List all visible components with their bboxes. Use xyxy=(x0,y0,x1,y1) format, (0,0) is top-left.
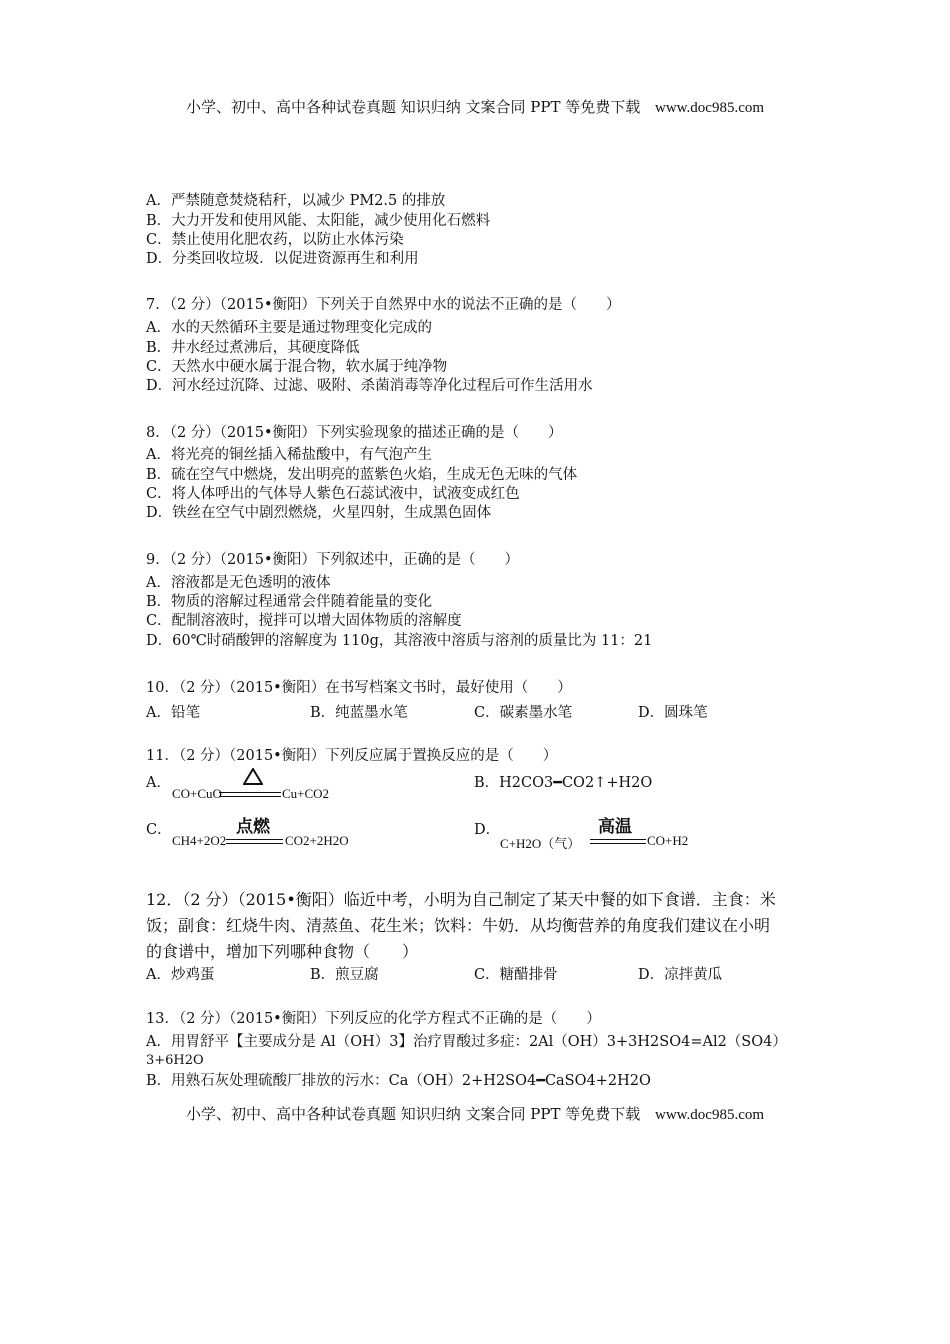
q7-stem: 7．（2 分）（2015•衡阳）下列关于自然界中水的说法不正确的是（ ） xyxy=(146,297,621,313)
q11-c-condition: 点燃 xyxy=(236,817,270,837)
q12-option-d: D．凉拌黄瓜 xyxy=(638,967,723,983)
q6-option-d: D．分类回收垃圾．以促进资源再生和利用 xyxy=(146,251,419,267)
q8-option-d: D．铁丝在空气中剧烈燃烧，火星四射，生成黑色固体 xyxy=(146,505,492,521)
q7-option-b: B．井水经过煮沸后，其硬度降低 xyxy=(146,340,360,356)
q8-stem: 8．（2 分）（2015•衡阳）下列实验现象的描述正确的是（ ） xyxy=(146,425,563,441)
q6-option-a: A．严禁随意焚烧秸秆，以减少 PM2.5 的排放 xyxy=(146,193,446,209)
header-text: 小学、初中、高中各种试卷真题 知识归纳 文案合同 PPT 等免费下载 xyxy=(185,98,641,116)
page-footer xyxy=(0,1103,950,1124)
q11-stem: 11．（2 分）（2015•衡阳）下列反应属于置换反应的是（ ） xyxy=(146,748,558,764)
page-header xyxy=(0,96,950,117)
q12-option-a: A．炒鸡蛋 xyxy=(146,967,215,983)
q12-stem-line-1: 12．（2 分）（2015•衡阳）临近中考，小明为自己制定了某天中餐的如下食谱．主食：米 xyxy=(146,890,776,909)
q11-c-eq-left: CH4+2O2 xyxy=(172,833,227,848)
q11-a-eq-right: Cu+CO2 xyxy=(282,786,330,801)
q8-option-a: A．将光亮的铜丝插入稀盐酸中，有气泡产生 xyxy=(146,447,432,463)
q10-option-a: A．铅笔 xyxy=(146,705,200,721)
q9-option-a: A．溶液都是无色透明的液体 xyxy=(146,575,331,591)
q12-option-c: C．糖醋排骨 xyxy=(474,967,558,983)
q7-option-d: D．河水经过沉降、过滤、吸附、杀菌消毒等净化过程后可作生活用水 xyxy=(146,378,593,394)
q12-stem-line-2: 饭；副食：红烧牛肉、清蒸鱼、花生米；饮料：牛奶．从均衡营养的角度我们建议在小明 xyxy=(146,916,771,935)
q10-option-d: D．圆珠笔 xyxy=(638,705,708,721)
q11-option-d-label: D． xyxy=(474,822,501,838)
q11-d-equals-sign xyxy=(590,839,646,844)
q11-option-a-label: A． xyxy=(146,775,171,791)
q13-stem: 13．（2 分）（2015•衡阳）下列反应的化学方程式不正确的是（ ） xyxy=(146,1011,601,1027)
q11-c-eq-right: CO2+2H2O xyxy=(285,833,349,848)
q7-option-c: C．天然水中硬水属于混合物，软水属于纯净物 xyxy=(146,359,448,375)
q11-option-c-label: C． xyxy=(146,822,172,838)
q6-option-c: C．禁止使用化肥农药，以防止水体污染 xyxy=(146,232,404,248)
q11-a-eq-left: CO+CuO xyxy=(172,786,222,801)
q8-option-c: C．将人体呼出的气体导人紫色石蕊试液中，试液变成红色 xyxy=(146,486,520,502)
q11-c-equals-sign xyxy=(226,839,283,844)
q9-option-b: B．物质的溶解过程通常会伴随着能量的变化 xyxy=(146,594,433,610)
q9-option-d: D．60℃时硝酸钾的溶解度为 110g，其溶液中溶质与溶剂的质量比为 11：21 xyxy=(146,633,653,649)
q11-a-equals-sign xyxy=(219,792,281,797)
heat-triangle-icon xyxy=(243,768,263,785)
q13-option-a-line-2: 3+6H2O xyxy=(146,1053,204,1068)
footer-site: www.doc985.com xyxy=(655,1107,765,1123)
q9-stem: 9．（2 分）（2015•衡阳）下列叙述中，正确的是（ ） xyxy=(146,552,520,568)
q8-option-b: B．硫在空气中燃烧，发出明亮的蓝紫色火焰，生成无色无味的气体 xyxy=(146,467,578,483)
q12-stem-line-3: 的食谱中，增加下列哪种食物（ ） xyxy=(146,942,419,961)
q11-d-condition: 高温 xyxy=(598,817,632,837)
q10-option-b: B．纯蓝墨水笔 xyxy=(310,705,408,721)
q13-option-a-line-1: A．用胃舒平【主要成分是 Al（OH）3】治疗胃酸过多症：2Al（OH）3+3H2SO4=Al2（SO4） xyxy=(146,1034,787,1050)
q11-d-eq-right: CO+H2 xyxy=(647,833,689,848)
q6-option-b: B．大力开发和使用风能、太阳能，减少使用化石燃料 xyxy=(146,213,491,229)
header-site: www.doc985.com xyxy=(655,100,765,116)
q10-stem: 10．（2 分）（2015•衡阳）在书写档案文书时，最好使用（ ） xyxy=(146,680,572,696)
q13-option-b: B．用熟石灰处理硫酸厂排放的污水：Ca（OH）2+H2SO4━CaSO4+2H2O xyxy=(146,1073,651,1089)
q11-option-b: B．H2CO3━CO2↑+H2O xyxy=(474,775,653,791)
q9-option-c: C．配制溶液时，搅拌可以增大固体物质的溶解度 xyxy=(146,613,462,629)
q10-option-c: C．碳素墨水笔 xyxy=(474,705,573,721)
q12-option-b: B．煎豆腐 xyxy=(310,967,379,983)
q7-option-a: A．水的天然循环主要是通过物理变化完成的 xyxy=(146,320,432,336)
footer-text: 小学、初中、高中各种试卷真题 知识归纳 文案合同 PPT 等免费下载 xyxy=(185,1105,641,1123)
q11-d-eq-left: C+H2O（气） xyxy=(500,836,581,851)
